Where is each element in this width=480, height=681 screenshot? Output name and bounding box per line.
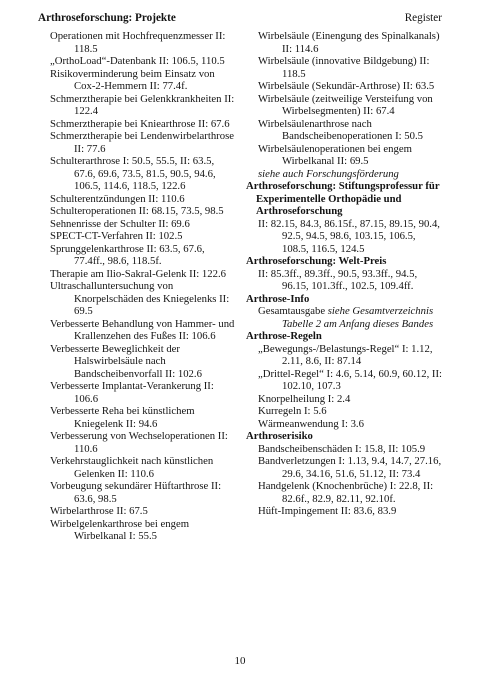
index-entry: Handgelenk (Knochenbrüche) I: 22.8, II: 82.6f., 82.9, 82.11, 92.10f.	[258, 480, 434, 505]
header-section: Register	[404, 12, 442, 24]
index-entry: SPECT-CT-Verfahren II: 102.5	[50, 230, 183, 242]
index-entry: Wirbelsäulenoperationen bei engem Wirbelkanal II: 69.5	[258, 142, 412, 167]
index-heading: Arthroseforschung: Stiftungsprofessur für Experimentelle Orthopädie und Arthroseforschung	[246, 180, 440, 217]
index-entry: Risikoverminderung beim Einsatz von Cox-2-Hemmern II: 77.4f.	[50, 67, 215, 92]
index-entry: Knorpelheilung I: 2.4	[258, 392, 351, 405]
index-refs: II: 82.15, 84.3, 86.15f., 87.15, 89.15, 90.4, 92.5, 94.5, 98.6, 103.15, 106.5, 108.5, 116.5, 124.5	[258, 217, 440, 255]
index-entry: Sprunggelenkarthrose II: 63.5, 67.6, 77.4ff., 98.6, 118.5f.	[50, 242, 205, 267]
index-entry: Hüft-Impingement II: 83.6, 83.9	[258, 505, 397, 517]
index-refs: II: 85.3ff., 89.3ff., 90.5, 93.3ff., 94.5, 96.15, 101.3ff., 102.5, 109.4ff.	[258, 267, 418, 292]
index-entry: Verbesserte Reha bei künstlichem Kniegelenk II: 94.6	[50, 405, 195, 430]
index-entry: Bandscheibenschäden I: 15.8, II: 105.9	[258, 442, 426, 455]
index-entry: Sehnenrisse der Schulter II: 69.6	[50, 217, 190, 230]
index-heading: Arthroserisiko	[246, 430, 313, 442]
index-entry: „OrthoLoad“-Datenbank II: 106.5, 110.5	[50, 55, 225, 67]
index-heading: Arthroseforschung: Welt-Preis	[246, 255, 387, 267]
index-heading: Arthrose-Regeln	[246, 330, 322, 342]
index-entry: Schmerztherapie bei Kniearthrose II: 67.6	[50, 117, 230, 130]
index-entry: „Bewegungs-/Belastungs-Regel“ I: 1.12, 2.11, 8.6, II: 87.14	[258, 342, 433, 367]
index-entry: Wirbelgelenkarthrose bei engem Wirbelkanal I: 55.5	[50, 517, 190, 542]
index-entry: Verkehrstauglichkeit nach künstlichen Gelenken II: 110.6	[50, 455, 214, 480]
running-header	[38, 10, 442, 26]
index-entry: Vorbeugung sekundärer Hüftarthrose II: 63.6, 98.5	[50, 480, 222, 505]
cross-reference: siehe auch Forschungsförderung	[258, 167, 399, 180]
index-entry: Wirbelarthrose II: 67.5	[50, 505, 148, 517]
index-entry: Verbesserte Behandlung von Hammer- und Krallenzehen des Fußes II: 106.6	[50, 317, 235, 342]
index-entry: Wirbelsäule (Sekundär-Arthrose) II: 63.5	[258, 80, 435, 92]
info-text: Gesamtausgabe	[258, 305, 326, 317]
index-entry: Schmerztherapie bei Lendenwirbelarthrose II: 77.6	[50, 130, 234, 155]
index-column-right	[246, 30, 444, 518]
index-entry: Wirbelsäule (Einengung des Spinalkanals) II: 114.6	[258, 30, 440, 55]
index-entry: Wärmeanwendung I: 3.6	[258, 417, 364, 430]
index-entry: Verbesserte Beweglichkeit der Halswirbelsäule nach Bandscheibenvorfall II: 102.6	[50, 342, 202, 380]
index-entry: Wirbelsäulenarthrose nach Bandscheibenoperationen I: 50.5	[258, 117, 423, 142]
index-entry: Schulteroperationen II: 68.15, 73.5, 98.5	[50, 205, 224, 217]
index-entry: Wirbelsäule (innovative Bildgebung) II: 118.5	[258, 55, 430, 80]
index-entry: Operationen mit Hochfrequenzmesser II: 118.5	[50, 30, 226, 55]
index-entry: Kurregeln I: 5.6	[258, 405, 327, 417]
index-entry: Bandverletzungen I: 1.13, 9.4, 14.7, 27.16, 29.6, 34.16, 51.6, 51.12, II: 73.4	[258, 455, 442, 480]
index-entry: Schulterentzündungen II: 110.6	[50, 192, 185, 205]
index-entry: Schmerztherapie bei Gelenkkrankheiten II: 122.4	[50, 92, 235, 117]
index-entry: Verbesserung von Wechseloperationen II: 110.6	[50, 430, 228, 455]
index-entry: Schulterarthrose I: 50.5, 55.5, II: 63.5, 67.6, 69.6, 73.5, 81.5, 90.5, 94.6, 106.5, 114.6, 118.5, 122.6	[50, 155, 216, 192]
index-column-left	[38, 30, 238, 543]
header-title: Arthroseforschung: Projekte	[38, 12, 176, 24]
index-entry: Therapie am Ilio-Sakral-Gelenk II: 122.6	[50, 267, 226, 280]
index-entry: Verbesserte Implantat-Verankerung II: 106.6	[50, 380, 214, 405]
index-entry	[258, 305, 444, 330]
index-entry: Wirbelsäule (zeitweilige Versteifung von Wirbelsegmenten) II: 67.4	[258, 92, 433, 117]
index-entry: Ultraschalluntersuchung von Knorpelschäden des Kniegelenks II: 69.5	[50, 280, 230, 317]
page-number: 10	[234, 655, 246, 667]
index-heading: Arthrose-Info	[246, 292, 310, 305]
index-entry: „Drittel-Regel“ I: 4.6, 5.14, 60.9, 60.12, II: 102.10, 107.3	[258, 367, 443, 392]
cross-reference: siehe Gesamtverzeichnis Tabelle 2 am Anfang dieses Bandes	[282, 305, 434, 330]
